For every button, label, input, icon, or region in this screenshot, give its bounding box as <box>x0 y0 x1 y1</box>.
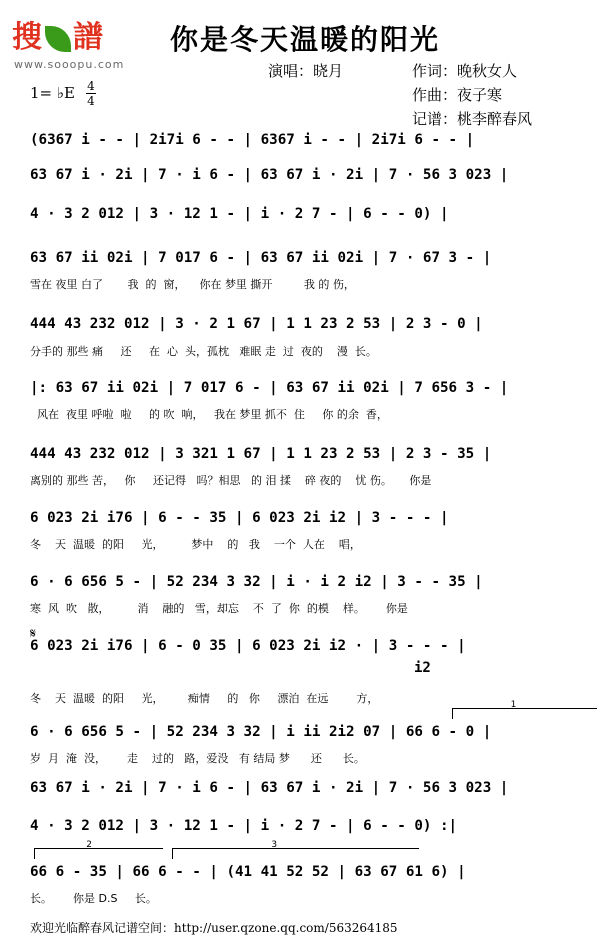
segno-icon: 𝄋 <box>30 626 37 642</box>
transcriber-credit: 记谱：桃李醉春风 <box>412 110 533 128</box>
logo-char-2: 譜 <box>73 20 104 55</box>
volta-bracket-1 <box>452 700 597 719</box>
notes: 63 67 i · 2i | 7 · i 6 - | 63 67 i · 2i | 7 · 56 3 023 | <box>30 167 509 183</box>
score-row-1 <box>30 132 596 158</box>
score-row-7 <box>30 446 596 472</box>
notes: 6 023 2i i76 | 6 - 0 35 | 6 023 2i i2 · | 3 - - - | <box>30 638 466 654</box>
song-title: 你是冬天温暖的阳光 <box>170 23 441 56</box>
score-row-6 <box>30 380 596 406</box>
logo-char-1: 搜 <box>12 20 43 55</box>
logo-leaf-icon <box>45 26 71 52</box>
lyrics-row-10: 冬 天 温暖 的阳 光， 痴情 的 你 漂泊 在远 方， <box>30 692 379 705</box>
volta-label: 1 <box>510 700 517 710</box>
score-row-3 <box>30 206 596 232</box>
volta-label: 2 <box>86 840 92 850</box>
lyrics-row-6: 风在 夜里 呼啦 啦 的 吹 响， 我在 梦里 抓不 住 你 的余 香， <box>30 408 388 421</box>
notes: (6367 i - - | 2i7i 6 - - | 6367 i - - | 2i7i 6 - - | <box>30 132 475 148</box>
score-row-14 <box>30 864 596 890</box>
lyrics-row-8: 冬 天 温暖 的阳 光， 梦中 的 我 一个 人在 唱， <box>30 538 361 551</box>
key-signature: 1= ♭E <box>30 84 75 102</box>
score-row-5 <box>30 316 596 342</box>
footer-note: 欢迎光临醉春风记谱空间：http://user.qzone.qq.com/563264185 <box>30 921 398 935</box>
score-row-8 <box>30 510 596 536</box>
volta-label: 3 <box>271 840 278 850</box>
notes: |: 63 67 ii 02i | 7 017 6 - | 63 67 ii 02i | 7 656 3 - | <box>30 380 509 396</box>
notes: 6 023 2i i76 | 6 - - 35 | 6 023 2i i2 | 3 - - - | <box>30 510 449 526</box>
notes: 6 · 6 656 5 - | 52 234 3 32 | i · i 2 i2 | 3 - - 35 | <box>30 574 483 590</box>
notes: 63 67 ii 02i | 7 017 6 - | 63 67 ii 02i | 7 · 67 3 - | <box>30 250 492 266</box>
alternate-note: i2 <box>414 660 431 676</box>
lyrics-row-11: 岁 月 淹 没， 走 过的 路，爱没 有 结局 梦 还 长。 <box>30 752 365 765</box>
lyrics-row-7: 离别的 那些 苦， 你 还记得 吗？相思 的 泪 揉 碎 夜的 忧 伤。 你是 <box>30 474 432 487</box>
notes: 4 · 3 2 012 | 3 · 12 1 - | i · 2 7 - | 6 - - 0) | <box>30 206 449 222</box>
singer-credit: 演唱：晓月 <box>268 62 344 80</box>
score-row-12 <box>30 780 596 806</box>
score-row-13 <box>30 818 596 844</box>
lyricist-credit: 作词：晚秋女人 <box>412 62 518 80</box>
score-row-10 <box>30 638 596 664</box>
notes: 444 43 232 012 | 3 321 1 67 | 1 1 23 2 53 | 2 3 - 35 | <box>30 446 492 462</box>
lyrics-row-5: 分手的 那些 痛 还 在 心 头，孤枕 难眠 走 过 夜的 漫 长。 <box>30 345 377 358</box>
lyrics-row-9: 寒 风 吹 散， 消 融的 雪，却忘 不 了 你 的模 样。 你是 <box>30 602 408 615</box>
notes: 4 · 3 2 012 | 3 · 12 1 - | i · 2 7 - | 6 - - 0) :| <box>30 818 458 834</box>
lyrics-row-14: 长。 你是 D.S 长。 <box>30 892 157 905</box>
volta-bracket-3 <box>172 840 419 859</box>
time-signature-top: 4 <box>87 79 95 93</box>
logo-url: www.sooopu.com <box>14 58 125 71</box>
time-signature <box>86 80 96 107</box>
score-row-9 <box>30 574 596 600</box>
notes: 444 43 232 012 | 3 · 2 1 67 | 1 1 23 2 53 | 2 3 - 0 | <box>30 316 483 332</box>
time-signature-bottom: 4 <box>87 94 95 108</box>
volta-bracket-2 <box>34 840 163 859</box>
score-row-11 <box>30 724 596 750</box>
score-row-4 <box>30 250 596 276</box>
notes: 6 · 6 656 5 - | 52 234 3 32 | i ii 2i2 07 | 66 6 - 0 | <box>30 724 492 740</box>
notes: 66 6 - 35 | 66 6 - - | (41 41 52 52 | 63 67 61 6) | <box>30 864 466 880</box>
site-logo <box>12 12 104 56</box>
score-row-2 <box>30 167 596 193</box>
lyrics-row-4: 雪在 夜里 白了 我 的 窗， 你在 梦里 撕开 我 的 伤， <box>30 278 355 291</box>
notes: 63 67 i · 2i | 7 · i 6 - | 63 67 i · 2i | 7 · 56 3 023 | <box>30 780 509 796</box>
composer-credit: 作曲：夜子寒 <box>412 86 503 104</box>
